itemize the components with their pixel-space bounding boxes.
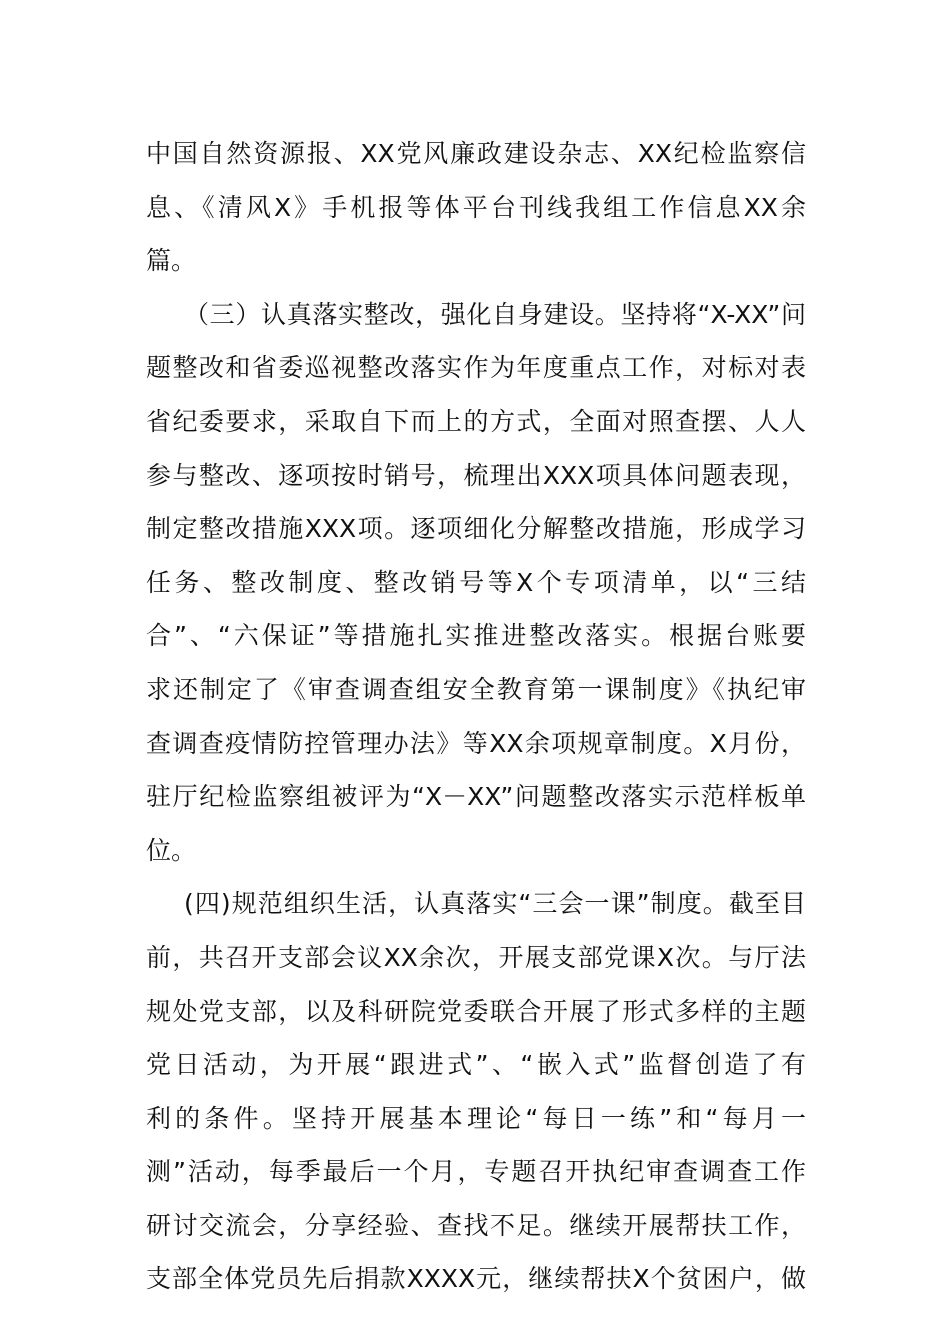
text-line: 参与整改、逐项按时销号，梳理出XXX项具体问题表现， <box>146 460 806 490</box>
text-line: 党日活动，为开展“跟进式”、“嵌入式”监督创造了有 <box>146 1050 806 1080</box>
text-line: 位。 <box>146 835 197 865</box>
text-line: 制定整改措施XXX项。逐项细化分解整改措施，形成学习 <box>146 514 806 544</box>
paragraph-section-three <box>146 288 806 878</box>
text-line: 求还制定了《审查调查组安全教育第一课制度》《执纪审 <box>146 674 806 704</box>
text-line: 支部全体党员先后捐款XXXX元，继续帮扶X个贫困户，做 <box>146 1264 806 1294</box>
text-line: 利的条件。坚持开展基本理论“每日一练”和“每月一 <box>146 1103 806 1133</box>
text-line: 题整改和省委巡视整改落实作为年度重点工作，对标对表 <box>146 353 806 383</box>
document-body <box>146 127 806 1306</box>
text-line: 规处党支部，以及科研院党委联合开展了形式多样的主题 <box>146 996 806 1026</box>
text-line: 测”活动，每季最后一个月，专题召开执纪审查调查工作 <box>146 1157 806 1187</box>
text-line: 研讨交流会，分享经验、查找不足。继续开展帮扶工作， <box>146 1210 806 1240</box>
text-line: 任务、整改制度、整改销号等X个专项清单，以“三结 <box>146 567 806 597</box>
text-line: 前，共召开支部会议XX余次，开展支部党课X次。与厅法 <box>146 942 806 972</box>
text-line: (四)规范组织生活，认真落实“三会一课”制度。截至目 <box>184 889 806 919</box>
text-line: 查调查疫情防控管理办法》等XX余项规章制度。X月份， <box>146 728 806 758</box>
text-line: 篇。 <box>146 246 197 276</box>
text-line: 驻厅纪检监察组被评为“X－XX”问题整改落实示范样板单 <box>146 782 806 812</box>
paragraph-section-four <box>146 877 806 1306</box>
text-line: 中国自然资源报、XX党风廉政建设杂志、XX纪检监察信 <box>146 139 806 168</box>
text-line: 合”、“六保证”等措施扎实推进整改落实。根据台账要 <box>146 621 806 651</box>
text-line: 息、《清风X》手机报等体平台刊线我组工作信息XX余 <box>146 192 806 222</box>
text-line: 省纪委要求，采取自下而上的方式，全面对照查摆、人人 <box>146 406 806 436</box>
paragraph-continuation <box>146 127 806 288</box>
text-line: （三）认真落实整改，强化自身建设。坚持将“X-XX”问 <box>184 299 806 329</box>
